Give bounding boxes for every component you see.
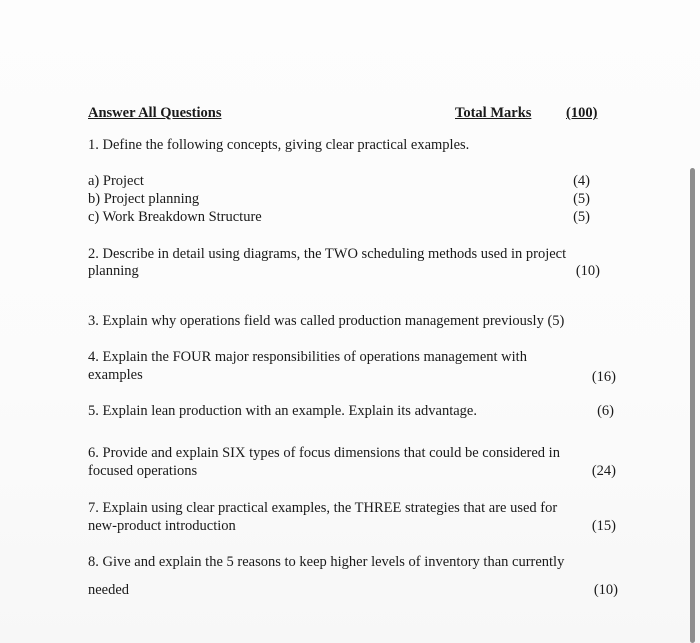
question-8-line1	[88, 553, 564, 571]
question-number: 4.	[88, 349, 99, 365]
question-number: 8.	[88, 554, 99, 570]
question-text: Explain using clear practical examples, the THREE strategies that are used for	[102, 500, 558, 516]
question-7-marks: (15)	[591, 518, 616, 534]
sub-item-a-marks: (4)	[573, 173, 590, 189]
question-number: 2.	[88, 246, 99, 262]
question-number: 5.	[88, 403, 99, 419]
question-number: 6.	[88, 445, 99, 461]
question-6-line2: focused operations	[88, 463, 198, 479]
question-8-line2: needed	[88, 582, 130, 598]
question-text: Define the following concepts, giving clear practical examples.	[102, 137, 470, 153]
question-8-marks: (10)	[593, 582, 618, 598]
question-7-line2: new-product introduction	[88, 518, 236, 534]
sub-item-b-marks: (5)	[573, 191, 590, 207]
question-4-marks: (16)	[591, 369, 616, 385]
question-2-marks: (10)	[575, 263, 600, 279]
sub-item-a-label: a) Project	[88, 173, 144, 189]
question-5-marks: (6)	[597, 403, 614, 419]
question-text: Explain why operations field was called production management previously (5)	[102, 313, 565, 329]
question-text: Give and explain the 5 reasons to keep higher levels of inventory than currently	[102, 554, 565, 570]
question-text: Explain lean production with an example. Explain its advantage.	[102, 403, 477, 419]
question-6-marks: (24)	[591, 463, 616, 479]
question-3	[88, 312, 564, 330]
question-2-line1	[88, 245, 566, 263]
question-number: 1.	[88, 137, 99, 153]
question-6-line1	[88, 444, 560, 462]
question-4-line1	[88, 348, 527, 366]
sub-item-c-label: c) Work Breakdown Structure	[88, 209, 262, 225]
vertical-scrollbar[interactable]	[690, 168, 695, 643]
total-marks-label: Total Marks	[455, 105, 532, 121]
question-7-line1	[88, 499, 557, 517]
question-number: 7.	[88, 500, 99, 516]
question-number: 3.	[88, 313, 99, 329]
question-text: Explain the FOUR major responsibilities of operations management with	[102, 349, 527, 365]
sub-item-c-marks: (5)	[573, 209, 590, 225]
question-text: Provide and explain SIX types of focus dimensions that could be considered in	[102, 445, 560, 461]
sub-item-b-label: b) Project planning	[88, 191, 200, 207]
section-heading: Answer All Questions	[88, 105, 222, 121]
question-2-line2: planning	[88, 263, 139, 279]
question-5	[88, 402, 477, 420]
question-4-line2: examples	[88, 367, 143, 383]
question-text: Describe in detail using diagrams, the TWO scheduling methods used in project	[102, 246, 567, 262]
total-marks-value: (100)	[566, 105, 598, 121]
question-1	[88, 136, 469, 154]
